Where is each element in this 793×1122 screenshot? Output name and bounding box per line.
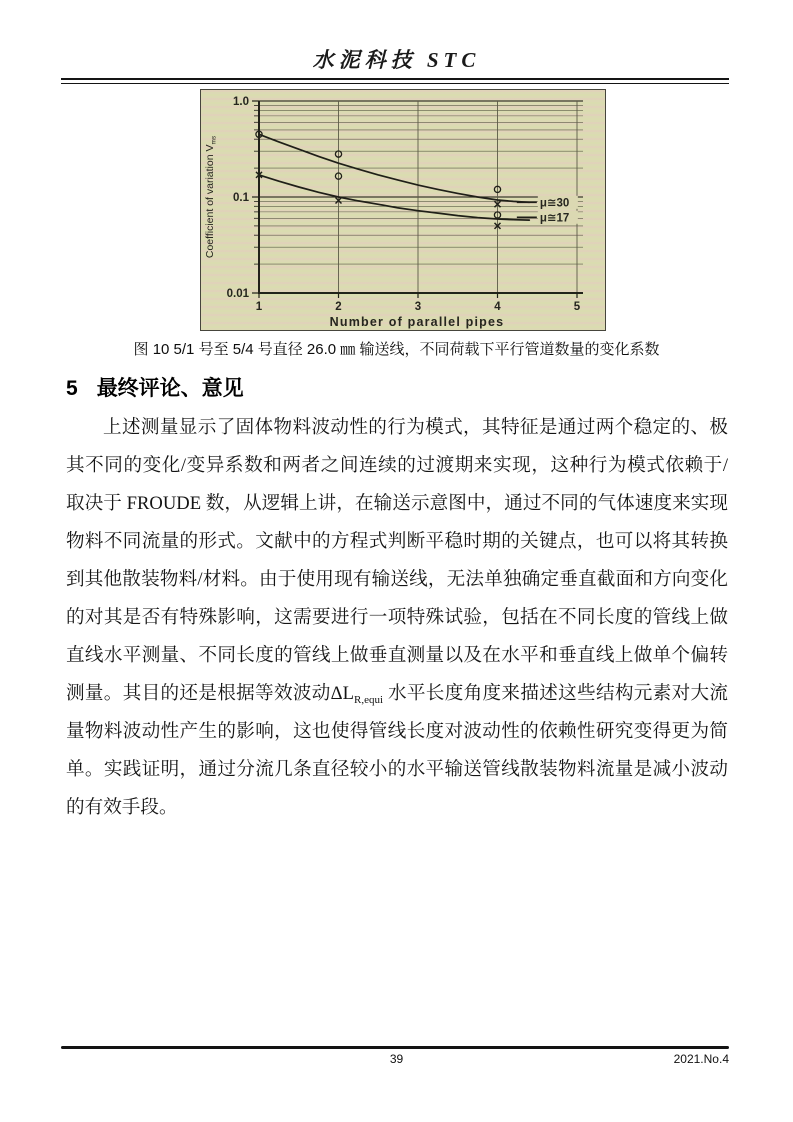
svg-text:2: 2 — [335, 301, 342, 313]
issue-label: 2021.No.4 — [673, 1052, 729, 1066]
svg-text:5: 5 — [573, 301, 581, 313]
svg-text:0.01: 0.01 — [226, 288, 249, 300]
page-number: 39 — [389, 1052, 404, 1066]
body-line-formula — [66, 675, 728, 713]
journal-title: 水泥科技 STC — [312, 48, 481, 72]
body-line: 取决于 FROUDE 数，从逻辑上讲，在输送示意图中，通过不同的气体速度来实现 — [66, 493, 728, 514]
formula-pre: 测量。其目的还是根据等效波动ΔL — [66, 683, 354, 704]
body-line: 的对其是否有特殊影响，这需要进行一项特殊试验，包括在不同长度的管线上做 — [66, 607, 728, 628]
svg-text:3: 3 — [414, 301, 422, 313]
body-line: 到其他散装物料/材料。由于使用现有输送线，无法单独确定垂直截面和方向变化 — [66, 569, 728, 590]
formula-subscript: R,equi — [354, 694, 384, 706]
svg-text:4: 4 — [494, 301, 501, 313]
body-line: 物料不同流量的形式。文献中的方程式判断平稳时期的关键点，也可以将其转换 — [66, 531, 728, 552]
section-heading — [66, 372, 244, 402]
section-title: 最终评论、意见 — [96, 377, 244, 400]
svg-text:μ≅17: μ≅17 — [539, 212, 570, 225]
svg-text:μ≅30: μ≅30 — [539, 197, 570, 210]
header-divider — [61, 78, 729, 84]
formula-post: 水平长度角度来描述这些结构元素对大流 — [383, 683, 728, 704]
body-line: 上述测量显示了固体物料波动性的行为模式，其特征是通过两个稳定的、极 — [103, 417, 728, 438]
svg-text:Number of parallel pipes: Number of parallel pipes — [329, 315, 505, 329]
body-line: 直线水平测量、不同长度的管线上做垂直测量以及在水平和垂直线上做单个偏转 — [66, 645, 728, 666]
section-number: 5 — [66, 377, 78, 400]
footer-divider — [61, 1046, 729, 1049]
body-line: 的有效手段。 — [66, 797, 178, 818]
svg-text:1.0: 1.0 — [233, 96, 249, 108]
body-line: 单。实践证明，通过分流几条直径较小的水平输送管线散装物料流量是减小波动 — [66, 759, 728, 780]
svg-text:Coefficient of variation Vms: Coefficient of variation $V_{ms}$ — [204, 135, 218, 259]
svg-text:1: 1 — [255, 301, 263, 313]
body-paragraph — [66, 409, 728, 827]
figure-caption: 图 10 5/1 号至 5/4 号直径 26.0 ㎜ 输送线，不同荷载下平行管道数量的变化系数 — [133, 341, 660, 358]
svg-text:0.1: 0.1 — [233, 192, 249, 204]
body-line: 其不同的变化/变异系数和两者之间连续的过渡期来实现，这种行为模式依赖于/ — [66, 455, 728, 476]
chart-svg — [201, 90, 605, 330]
figure-chart — [200, 89, 606, 331]
body-line: 量物料波动性产生的影响，这也使得管线长度对波动性的依赖性研究变得更为简 — [66, 721, 728, 742]
